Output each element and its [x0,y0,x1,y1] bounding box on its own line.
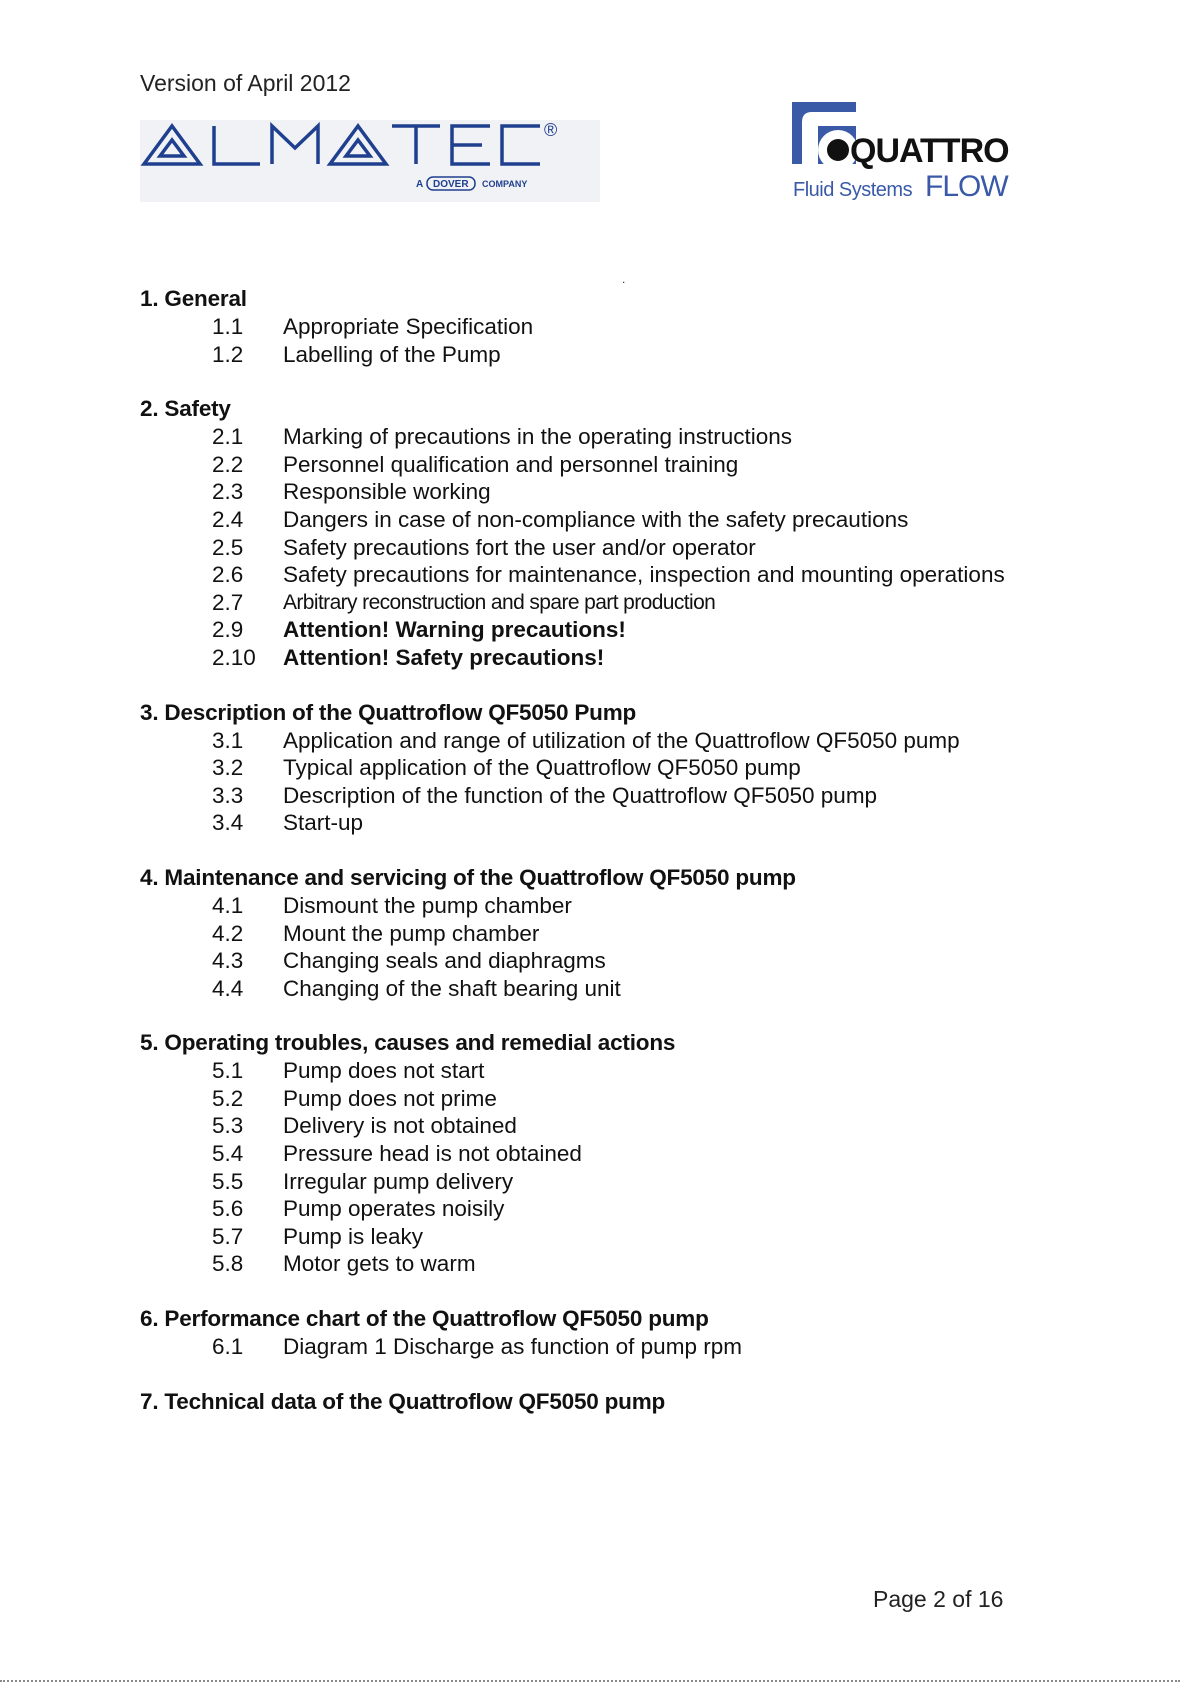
item-number: 2.10 [212,644,256,670]
item-number: 2.1 [212,424,244,450]
item-number: 3.2 [212,755,244,781]
toc-item [140,892,1140,920]
item-number: 4.4 [212,975,244,1001]
item-number: 5.3 [212,1113,244,1139]
svg-text:Fluid Systems: Fluid Systems [793,179,913,201]
section-title: 4. Maintenance and servicing of the Quattroflow QF5050 pump [140,864,796,890]
toc-item [140,1112,1140,1140]
item-text: Pump does not start [283,1058,485,1084]
item-number: 2.6 [212,562,244,588]
item-number: 5.1 [212,1058,244,1084]
item-number: 5.5 [212,1168,244,1194]
item-text: Safety precautions for maintenance, inspection and mounting operations [283,562,1005,588]
item-text: Changing of the shaft bearing unit [283,975,621,1001]
almatec-logo [140,120,600,202]
toc-section [140,1028,1140,1278]
svg-text:QUATTRO: QUATTRO [850,132,1009,170]
item-text: Mount the pump chamber [283,920,540,946]
item-text: Marking of precautions in the operating instructions [283,424,793,450]
item-number: 5.7 [212,1223,244,1249]
page-edge-divider [0,1680,1180,1682]
toc-item [140,1195,1140,1223]
item-text: Attention! Safety precautions! [283,644,605,670]
svg-text:FLOW: FLOW [925,170,1008,203]
item-number: 5.2 [212,1085,244,1111]
item-text: Appropriate Specification [283,314,534,339]
section-title: 2. Safety [140,396,231,422]
section-title: 3. Description of the Quattroflow QF5050 Pump [140,699,637,725]
svg-text:A: A [416,179,424,190]
item-text: Description of the function of the Quattroflow QF5050 pump [283,782,878,808]
item-number: 2.5 [212,534,244,560]
item-number: 2.4 [212,506,244,532]
section-title: 7. Technical data of the Quattroflow QF5050 pump [140,1388,666,1414]
toc-item [140,1250,1140,1278]
svg-text:®: ® [544,120,558,140]
item-number: 3.3 [212,782,244,808]
item-text: Typical application of the Quattroflow QF5050 pump [283,755,801,781]
item-text: Safety precautions fort the user and/or operator [283,534,756,560]
item-number: 3.1 [212,727,244,753]
toc-item [140,754,1140,782]
item-number: 6.1 [212,1334,244,1360]
item-text: Pressure head is not obtained [283,1141,582,1167]
item-number: 4.1 [212,892,244,918]
toc-item [140,451,1140,479]
toc-item [140,589,1140,617]
toc-item [140,644,1140,672]
toc-item [140,1140,1140,1168]
toc-item [140,782,1140,810]
toc-item [140,1168,1140,1196]
item-text: Changing seals and diaphragms [283,948,606,974]
toc-item [140,561,1140,589]
item-number: 5.4 [212,1141,244,1167]
toc-item [140,478,1140,506]
item-number: 1.1 [212,314,244,339]
table-of-contents [140,284,1140,1442]
page-number: Page 2 of 16 [873,1586,1004,1612]
item-number: 2.7 [212,589,244,615]
item-number: 4.3 [212,948,244,974]
toc-section [140,863,1140,1002]
toc-item [140,920,1140,948]
toc-item [140,341,1140,369]
toc-item [140,616,1140,644]
stray-dot: . [622,272,626,286]
toc-item [140,423,1140,451]
toc-section [140,1387,1140,1416]
item-number: 2.9 [212,617,244,643]
item-number: 5.8 [212,1251,244,1277]
item-text: Delivery is not obtained [283,1113,517,1139]
item-text: Pump is leaky [283,1223,424,1249]
item-text: Arbitrary reconstruction and spare part production [283,590,716,614]
quattroflow-logo [792,100,1012,204]
item-text: Dismount the pump chamber [283,892,572,918]
toc-section [140,698,1140,837]
toc-item [140,727,1140,755]
item-number: 4.2 [212,920,244,946]
toc-section [140,284,1140,368]
item-text: Start-up [283,810,364,836]
item-number: 5.6 [212,1196,244,1222]
toc-item [140,1223,1140,1251]
item-text: Application and range of utilization of the Quattroflow QF5050 pump [283,727,960,753]
toc-item [140,1057,1140,1085]
item-text: Diagram 1 Discharge as function of pump rpm [283,1334,742,1360]
item-number: 2.3 [212,479,244,505]
toc-item [140,1333,1140,1361]
item-number: 1.2 [212,341,244,367]
version-label: Version of April 2012 [140,70,351,96]
item-text: Attention! Warning precautions! [283,617,626,643]
item-text: Personnel qualification and personnel training [283,451,739,477]
item-text: Pump does not prime [283,1085,497,1111]
item-text: Dangers in case of non-compliance with the safety precautions [283,506,909,532]
toc-item [140,947,1140,975]
item-text: Labelling of the Pump [283,341,501,367]
section-title: 6. Performance chart of the Quattroflow QF5050 pump [140,1306,709,1332]
toc-section [140,394,1140,671]
toc-item [140,506,1140,534]
item-number: 3.4 [212,810,244,836]
item-text: Responsible working [283,479,491,505]
toc-item [140,313,1140,341]
svg-text:COMPANY: COMPANY [482,179,528,189]
toc-item [140,534,1140,562]
item-text: Irregular pump delivery [283,1168,514,1194]
item-text: Pump operates noisily [283,1196,505,1222]
svg-text:DOVER: DOVER [433,179,469,190]
toc-section [140,1304,1140,1361]
section-title: 1. General [140,286,247,311]
toc-item [140,1085,1140,1113]
section-title: 5. Operating troubles, causes and remedial actions [140,1030,676,1056]
toc-item [140,809,1140,837]
item-text: Motor gets to warm [283,1251,476,1277]
toc-item [140,975,1140,1003]
item-number: 2.2 [212,451,244,477]
